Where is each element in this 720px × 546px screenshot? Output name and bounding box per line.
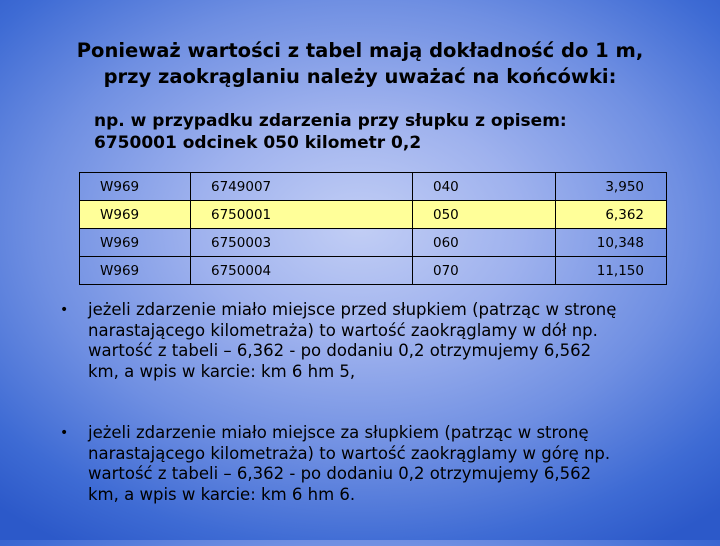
table-cell-post-id: 6749007	[191, 173, 413, 201]
bullet-item-round-up	[58, 423, 678, 505]
table-row-highlighted	[80, 201, 667, 229]
table-row	[80, 173, 667, 201]
table-cell-section: 070	[413, 257, 556, 285]
table-row	[80, 257, 667, 285]
bullet-line: narastającego kilometraża) to wartość zaokrąglamy w dół np.	[88, 320, 598, 340]
bullet-item-round-down	[58, 300, 678, 382]
bullet-list	[58, 300, 678, 546]
table-cell-road: W969	[80, 201, 191, 229]
bullet-line: narastającego kilometraża) to wartość zaokrąglamy w górę np.	[88, 443, 611, 463]
bullet-dot-icon: •	[60, 302, 69, 318]
example-description	[94, 110, 654, 154]
table-cell-section: 060	[413, 229, 556, 257]
table-cell-km: 3,950	[556, 173, 667, 201]
table-cell-post-id: 6750003	[191, 229, 413, 257]
table-cell-section: 050	[413, 201, 556, 229]
example-line-2: 6750001 odcinek 050 kilometr 0,2	[94, 133, 422, 153]
bullet-line: km, a wpis w karcie: km 6 hm 6.	[88, 484, 356, 504]
title-line-1: Ponieważ wartości z tabel mają dokładność do 1 m,	[76, 39, 644, 62]
bullet-line: jeżeli zdarzenie miało miejsce za słupkiem (patrząc w stronę	[88, 423, 589, 442]
bullet-line: wartość z tabeli – 6,362 - po dodaniu 0,2 otrzymujemy 6,562	[88, 464, 592, 483]
bullet-line: jeżeli zdarzenie miało miejsce przed słupkiem (patrząc w stronę	[88, 300, 617, 319]
example-line-1: np. w przypadku zdarzenia przy słupku z opisem:	[94, 111, 567, 131]
table-cell-road: W969	[80, 257, 191, 285]
table-cell-post-id: 6750004	[191, 257, 413, 285]
kilometer-table	[79, 172, 667, 285]
title-line-2: przy zaokrąglaniu należy uważać na końcówki:	[103, 65, 617, 88]
bullet-line: wartość z tabeli – 6,362 - po dodaniu 0,2 otrzymujemy 6,562	[88, 341, 592, 360]
bullet-line: km, a wpis w karcie: km 6 hm 5,	[88, 361, 356, 381]
table-cell-km: 6,362	[556, 201, 667, 229]
table-cell-post-id: 6750001	[191, 201, 413, 229]
table-cell-section: 040	[413, 173, 556, 201]
slide-title	[40, 38, 680, 90]
table-cell-road: W969	[80, 173, 191, 201]
bullet-dot-icon: •	[60, 425, 69, 441]
table-row	[80, 229, 667, 257]
table-cell-road: W969	[80, 229, 191, 257]
table-cell-km: 11,150	[556, 257, 667, 285]
table-cell-km: 10,348	[556, 229, 667, 257]
